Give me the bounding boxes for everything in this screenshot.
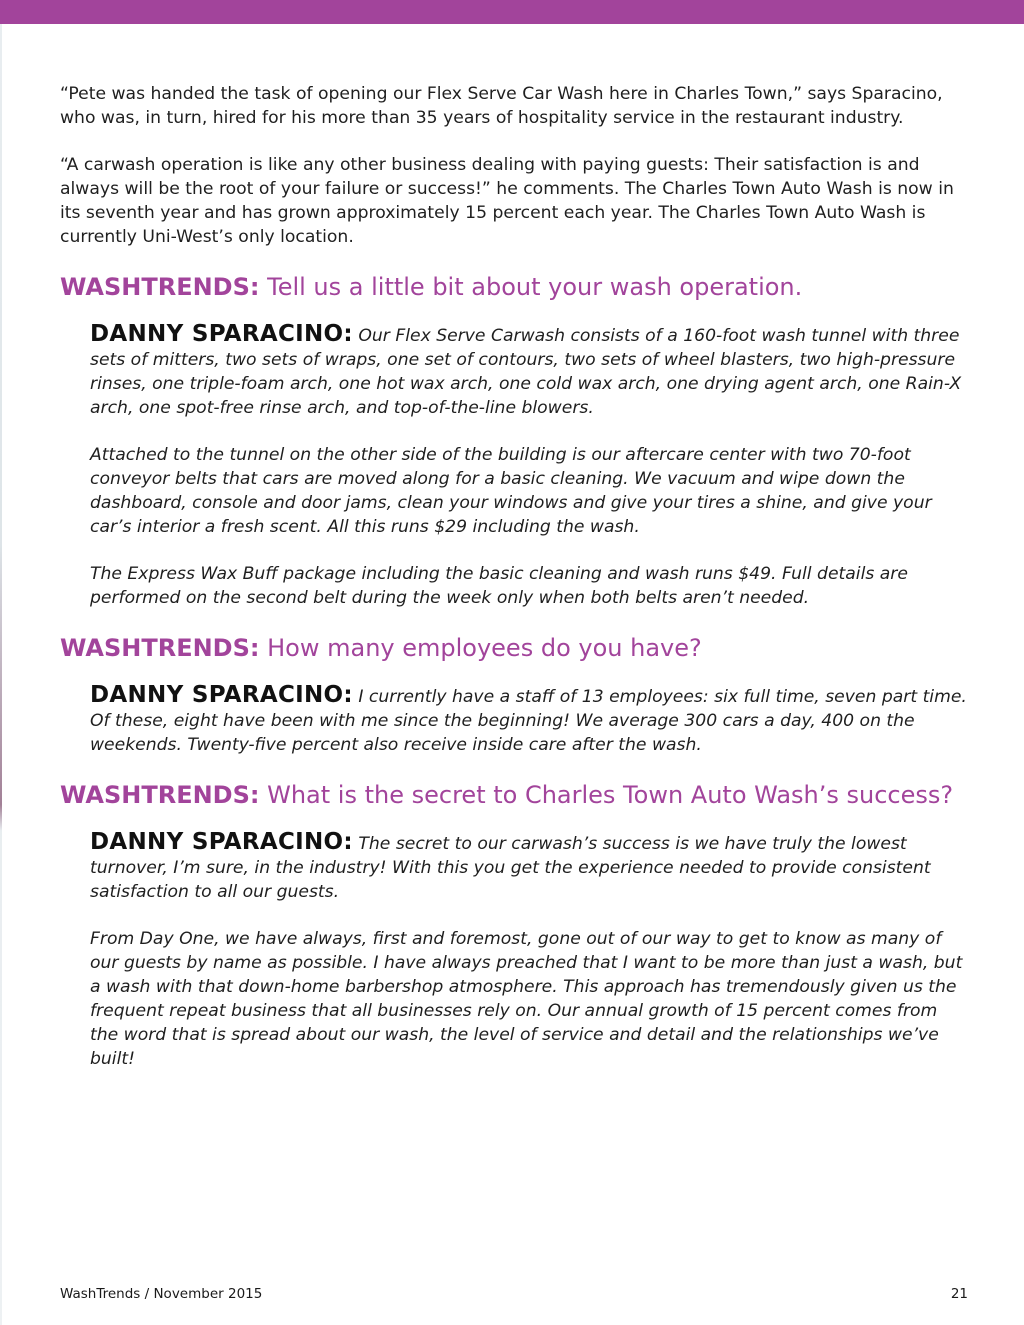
question-text: What is the secret to Charles Town Auto Wash’s success? xyxy=(259,781,954,809)
answer-text: Our Flex Serve Carwash consists of a 160-foot wash tunnel with three sets of mitters, two sets of wraps, one set of contours, two sets of wheel blasters, two high-pressure rinses, one triple-foam arch, one hot wax arch, one cold wax arch, one drying agent arch, one Rain-X arch, one spot-free rinse arch, and top-of-the-line blowers. xyxy=(90,326,962,418)
question-label: WASHTRENDS: xyxy=(60,781,260,809)
question-3 xyxy=(60,780,970,811)
question-label: WASHTRENDS: xyxy=(60,273,260,301)
answer-paragraph: Attached to the tunnel on the other side of the building is our aftercare center with two 70-foot conveyor belts that cars are moved along for a basic cleaning. We vacuum and wipe down the dashboard, console and door jams, clean your windows and give your tires a shine, and give your car’s interior a fresh scent. All this runs $29 including the wash. xyxy=(90,445,932,537)
header-color-bar xyxy=(0,0,1024,24)
answer-label: DANNY SPARACINO: xyxy=(90,829,353,855)
answer-3 xyxy=(90,830,970,1071)
article-body xyxy=(60,82,970,1094)
answer-text: I currently have a staff of 13 employees: six full time, seven part time. Of these, eight have been with me since the beginning! We average 300 cars a day, 400 on the weekends. Twenty-five percent also receive inside care after the wash. xyxy=(90,687,967,755)
publication-info: WashTrends / November 2015 xyxy=(60,1286,263,1302)
answer-1 xyxy=(90,322,970,610)
intro-paragraph-1: “Pete was handed the task of opening our Flex Serve Car Wash here in Charles Town,” says Sparacino, who was, in turn, hired for his more than 35 years of hospitality service in the restaurant industry. xyxy=(60,84,943,128)
question-2 xyxy=(60,633,970,664)
page-left-edge xyxy=(0,24,2,1325)
answer-paragraph xyxy=(90,683,970,757)
answer-paragraph xyxy=(90,322,970,420)
answer-text: The secret to our carwash’s success is we have truly the lowest turnover, I’m sure, in the industry! With this you get the experience needed to provide consistent satisfaction to all our guests. xyxy=(90,834,931,902)
question-text: How many employees do you have? xyxy=(259,634,702,662)
answer-2 xyxy=(90,683,970,757)
answer-paragraph xyxy=(90,830,970,904)
answer-label: DANNY SPARACINO: xyxy=(90,321,353,347)
answer-paragraph: From Day One, we have always, first and foremost, gone out of our way to get to know as many of our guests by name as possible. I have always preached that I want to be more than just a wash, but a wash with that down-home barbershop atmosphere. This approach has tremendously given us the frequent repeat business that all businesses rely on. Our annual growth of 15 percent comes from the word that is spread about our wash, the level of service and detail and the relationships we’ve built! xyxy=(90,929,963,1069)
page-number: 21 xyxy=(950,1286,968,1302)
question-text: Tell us a little bit about your wash operation. xyxy=(259,273,803,301)
answer-label: DANNY SPARACINO: xyxy=(90,682,353,708)
question-label: WASHTRENDS: xyxy=(60,634,260,662)
answer-paragraph: The Express Wax Buff package including the basic cleaning and wash runs $49. Full details are performed on the second belt during the week only when both belts aren’t needed. xyxy=(90,564,908,608)
intro-section xyxy=(60,82,970,249)
question-1 xyxy=(60,272,970,303)
intro-paragraph-2: “A carwash operation is like any other business dealing with paying guests: Their satisfaction is and always will be the root of your failure or success!” he comments. The Charles Town Auto Wash is now in its seventh year and has grown approximately 15 percent each year. The Charles Town Auto Wash is currently Uni-West’s only location. xyxy=(60,155,954,247)
